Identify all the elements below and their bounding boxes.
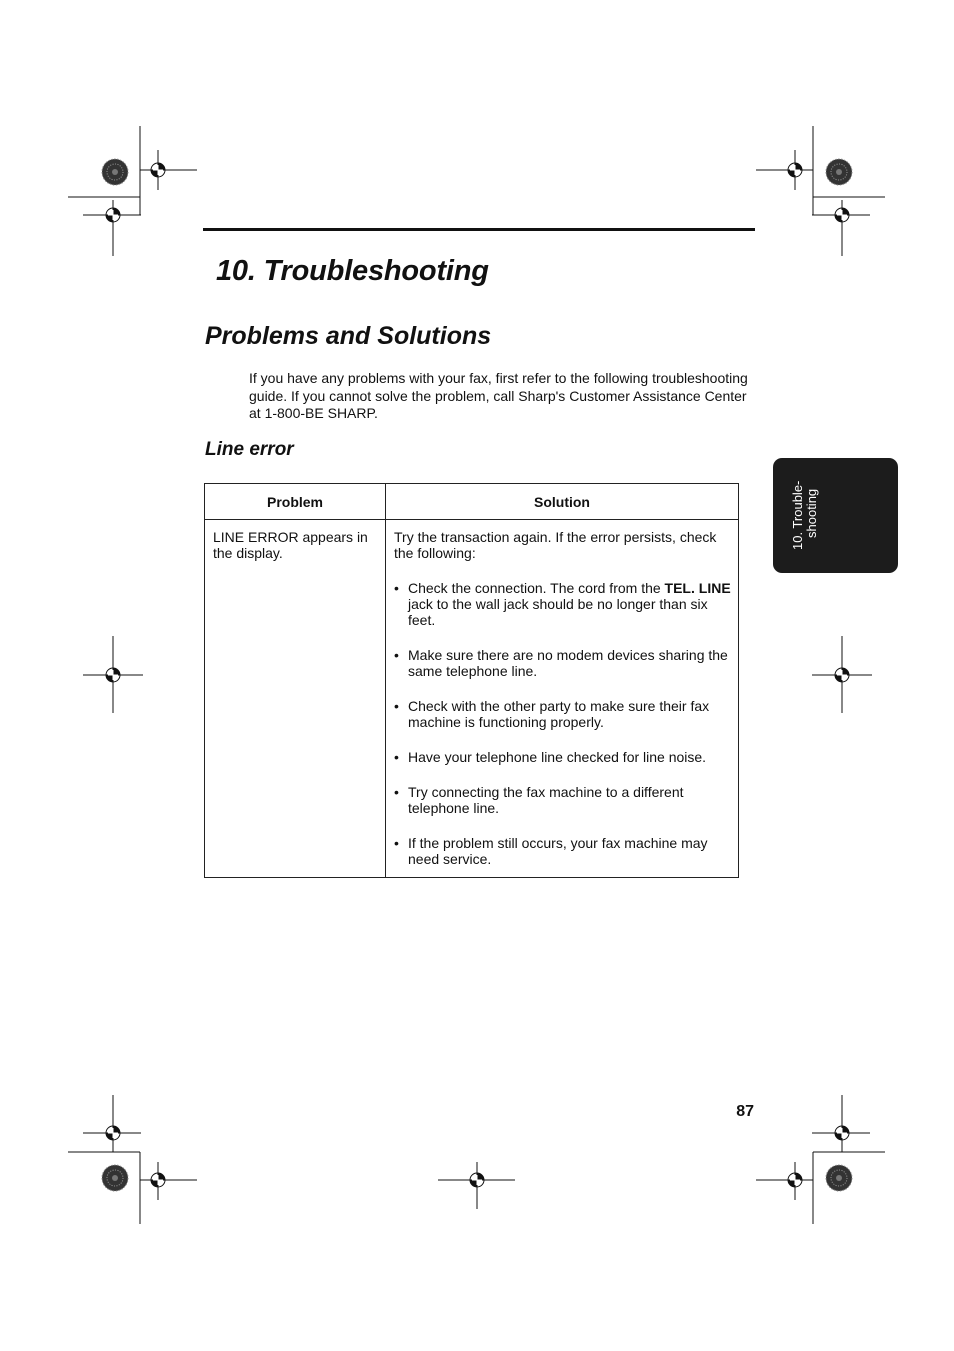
bullet-icon: •: [394, 749, 399, 765]
list-item: • Have your telephone line checked for line noise.: [394, 749, 707, 765]
page-number: 87: [736, 1103, 754, 1120]
bullet-icon: •: [394, 580, 399, 596]
header-rule: [203, 228, 755, 231]
section-title: Problems and Solutions: [205, 322, 492, 350]
bullet-icon: •: [394, 647, 399, 663]
troubleshooting-table: [204, 483, 739, 878]
chapter-title: 10. Troubleshooting: [216, 255, 489, 287]
table-row: [205, 520, 739, 878]
subsection-title: Line error: [205, 439, 294, 460]
chapter-side-tab: [773, 458, 898, 573]
bullet-icon: •: [394, 698, 399, 714]
list-item: • Check the connection. The cord from the TEL. LINE jack to the wall jack should be no longer than six feet.: [394, 580, 731, 628]
problem-column-header: Problem: [205, 484, 386, 520]
solution-cell: [386, 520, 739, 878]
problem-cell: LINE ERROR appears in the display.: [205, 520, 386, 878]
bullet-icon: •: [394, 784, 399, 800]
intro-paragraph: If you have any problems with your fax, first refer to the following troubleshooting guide. If you cannot solve the problem, call Sharp's Customer Assistance Center at 1-800-BE SHARP.: [249, 370, 748, 421]
list-item: • Make sure there are no modem devices sharing the same telephone line.: [394, 647, 728, 679]
list-item: • If the problem still occurs, your fax machine may need service.: [394, 835, 708, 867]
list-item: • Try connecting the fax machine to a different telephone line.: [394, 784, 684, 816]
table-header-row: [205, 484, 739, 520]
tel-line-label: TEL. LINE: [664, 580, 731, 596]
solution-column-header: Solution: [386, 484, 739, 520]
side-tab-label: 10. Trouble- shooting: [790, 480, 819, 550]
bullet-icon: •: [394, 835, 399, 851]
list-item: • Check with the other party to make sure their fax machine is functioning properly.: [394, 698, 710, 730]
solution-list: [394, 580, 732, 867]
solution-lead: Try the transaction again. If the error persists, check the following:: [394, 529, 717, 561]
